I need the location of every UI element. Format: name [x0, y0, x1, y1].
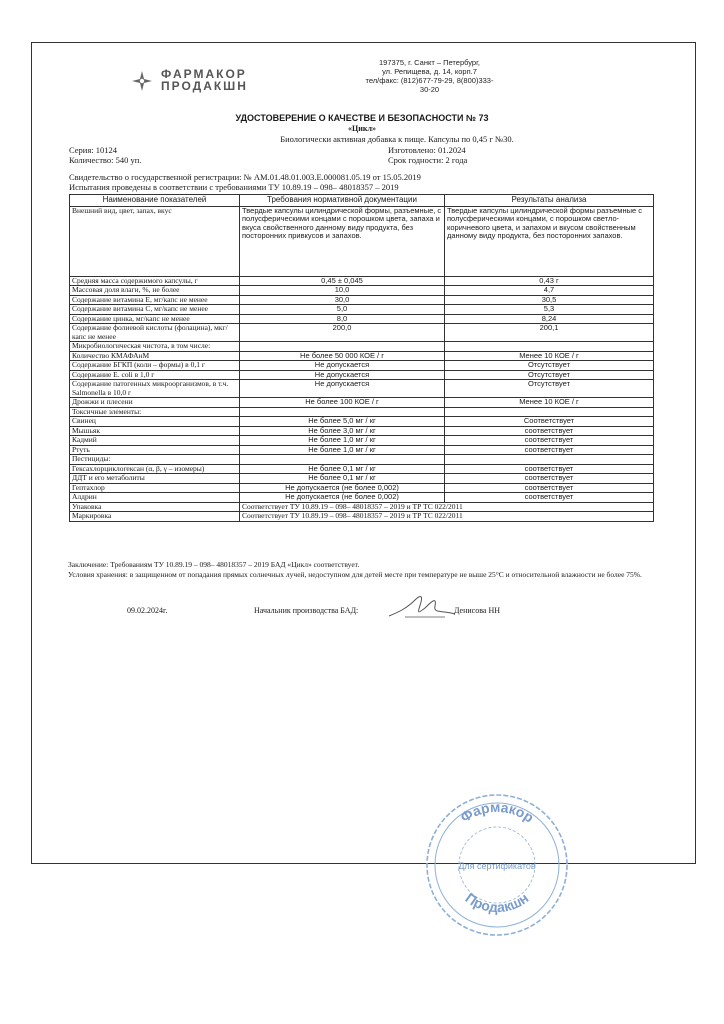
- row-result: 200,1: [445, 324, 654, 342]
- table-row: [70, 417, 654, 427]
- row-indicator: Гексахлорциклогексан (α, β, γ – изомеры): [70, 464, 240, 474]
- row-indicator: Содержание фолиевой кислоты (фолацина), мкг/капс не менее: [70, 324, 240, 342]
- table-row: [70, 342, 654, 352]
- row-requirement: Не допускается (не более 0,002): [240, 483, 445, 493]
- row-requirement: Не более 1,0 мг / кг: [240, 445, 445, 455]
- table-header-row: [70, 195, 654, 207]
- row-requirement: 10,0: [240, 286, 445, 296]
- manufactured-label: Изготовлено: 01.2024: [388, 145, 466, 155]
- stamp-top-text: Фармакор: [457, 798, 537, 826]
- row-indicator: Содержание БГКП (коли – формы) в 0,1 г: [70, 361, 240, 371]
- row-result: Менее 10 КОЕ / г: [445, 398, 654, 408]
- table-row: [70, 206, 654, 276]
- row-indicator: Дрожжи и плесени: [70, 398, 240, 408]
- table-row: [70, 380, 654, 398]
- row-indicator: Средняя масса содержимого капсулы, г: [70, 276, 240, 286]
- shelf-life-label: Срок годности: 2 года: [388, 155, 468, 165]
- row-requirement: Не допускается (не более 0,002): [240, 493, 445, 503]
- row-result: [445, 342, 654, 352]
- row-indicator: Мышьяк: [70, 426, 240, 436]
- company-logo: [131, 68, 291, 94]
- row-result: 0,43 г: [445, 276, 654, 286]
- row-indicator: Ртуть: [70, 445, 240, 455]
- row-requirement: 200,0: [240, 324, 445, 342]
- row-indicator: Маркировка: [70, 512, 240, 522]
- row-result: соответствует: [445, 474, 654, 484]
- row-requirement: Твердые капсулы цилиндрической формы, разъемные, с полусферическими концами с порошком цвета, запаха и вкуса свойственного данному виду продукта, без посторонних привкусов и запахов.: [240, 206, 445, 276]
- handwritten-signature-icon: [385, 590, 460, 622]
- row-indicator: Гептахлор: [70, 483, 240, 493]
- row-requirement: Не допускается: [240, 361, 445, 371]
- row-indicator: Массовая доля влаги, %, не более: [70, 286, 240, 296]
- row-requirement: Не более 3,0 мг / кг: [240, 426, 445, 436]
- row-result: 30,5: [445, 295, 654, 305]
- company-stamp-icon: [422, 790, 572, 940]
- company-address: [342, 58, 517, 94]
- row-requirement: Не более 1,0 мг / кг: [240, 436, 445, 446]
- row-requirement: 8,0: [240, 314, 445, 324]
- table-row: [70, 286, 654, 296]
- table-row: [70, 512, 654, 522]
- row-indicator: Содержание витамина Е, мг/капс не менее: [70, 295, 240, 305]
- row-result: 5,3: [445, 305, 654, 315]
- row-result: соответствует: [445, 436, 654, 446]
- row-indicator: Содержание патогенных микроорганизмов, в т.ч. Salmonella в 10,0 г: [70, 380, 240, 398]
- row-requirement: Не более 100 КОЕ / г: [240, 398, 445, 408]
- row-result: соответствует: [445, 464, 654, 474]
- table-row: [70, 361, 654, 371]
- table-row: [70, 455, 654, 465]
- row-requirement: Не более 0,1 мг / кг: [240, 464, 445, 474]
- conclusion-line1: Заключение: Требованиям ТУ 10.89.19 – 098– 48018357 – 2019 БАД «Цикл» соответствует.: [68, 560, 360, 569]
- row-indicator: Алдрин: [70, 493, 240, 503]
- product-name: «Цикл»: [348, 124, 376, 133]
- table-row: [70, 493, 654, 503]
- row-requirement: Не допускается: [240, 380, 445, 398]
- tests-basis-label: Испытания проведены в соответствии с требованиями ТУ 10.89.19 – 098– 48018357 – 2019: [69, 182, 399, 192]
- header-indicator: Наименование показателей: [70, 195, 240, 207]
- stamp-bottom-text: Продакшн: [462, 889, 532, 916]
- table-row: [70, 436, 654, 446]
- row-requirement: Соответствует ТУ 10.89.19 – 098– 48018357 – 2019 и ТР ТС 022/2011: [240, 512, 654, 522]
- logo-line1: ФАРМАКОР: [161, 67, 247, 81]
- row-indicator: Свинец: [70, 417, 240, 427]
- logo-mark-icon: [131, 70, 153, 92]
- row-indicator: Количество КМАФАнМ: [70, 351, 240, 361]
- row-result: Отсутствует: [445, 380, 654, 398]
- row-requirement: Не более 50 000 КОЕ / г: [240, 351, 445, 361]
- signatory-position: Начальник производства БАД:: [254, 606, 359, 615]
- header-results: Результаты анализа: [445, 195, 654, 207]
- row-result: соответствует: [445, 493, 654, 503]
- document-title: УДОСТОВЕРЕНИЕ О КАЧЕСТВЕ И БЕЗОПАСНОСТИ № 73: [235, 113, 489, 123]
- row-requirement: [240, 455, 445, 465]
- signatory-name: Денисова НН: [454, 606, 500, 615]
- row-result: Отсутствует: [445, 370, 654, 380]
- row-requirement: 5,0: [240, 305, 445, 315]
- row-result: соответствует: [445, 483, 654, 493]
- row-indicator: Содержание E. coli в 1,0 г: [70, 370, 240, 380]
- table-row: [70, 398, 654, 408]
- row-result: Твердые капсулы цилиндрической формы разъемные с полусферическими концами, с порошком светло-коричневого цвета, и запахом и вкусом свойственным данному виду продукта, без посторонних запахов.: [445, 206, 654, 276]
- row-requirement: Не более 0,1 мг / кг: [240, 474, 445, 484]
- row-requirement: 0,45 ± 0,045: [240, 276, 445, 286]
- row-indicator: Кадмий: [70, 436, 240, 446]
- address-line4: 30-20: [419, 85, 440, 94]
- quality-table: [69, 194, 654, 522]
- quantity-label: Количество: 540 уп.: [69, 155, 142, 165]
- stamp-middle-text: Для сертификатов: [458, 861, 536, 871]
- logo-text: [161, 68, 248, 92]
- svg-text:Фармакор: [457, 799, 536, 826]
- row-requirement: [240, 342, 445, 352]
- row-result: Менее 10 КОЕ / г: [445, 351, 654, 361]
- row-requirement: Соответствует ТУ 10.89.19 – 098– 48018357 – 2019 и ТР ТС 022/2011: [240, 502, 654, 512]
- row-indicator: Внешний вид, цвет, запах, вкус: [70, 206, 240, 276]
- row-indicator: Содержание цинка, мг/капс не менее: [70, 314, 240, 324]
- storage-conditions: Условия хранения: в защищенном от попадания прямых солнечных лучей, недоступном для детей месте при температуре не выше 25°С и относительной влажности не более 75%.: [68, 569, 642, 579]
- row-result: 4,7: [445, 286, 654, 296]
- row-requirement: 30,0: [240, 295, 445, 305]
- product-description: Биологически активная добавка к пище. Капсулы по 0,45 г №30.: [280, 134, 514, 144]
- row-indicator: Упаковка: [70, 502, 240, 512]
- svg-text:Продакшн: [463, 890, 532, 916]
- signature-date: 09.02.2024г.: [127, 606, 168, 615]
- row-indicator: Содержание витамина С, мг/капс не менее: [70, 305, 240, 315]
- row-result: Соответствует: [445, 417, 654, 427]
- address-line1: 197375, г. Санкт – Петербург,: [378, 58, 480, 67]
- series-label: Серия: 10124: [69, 145, 117, 155]
- table-row: [70, 445, 654, 455]
- row-result: соответствует: [445, 426, 654, 436]
- conclusion: [68, 560, 668, 579]
- address-line2: ул. Репищева, д. 14, корп.7: [382, 67, 477, 76]
- row-result: соответствует: [445, 445, 654, 455]
- row-result: 8,24: [445, 314, 654, 324]
- row-requirement: Не более 5,0 мг / кг: [240, 417, 445, 427]
- row-indicator: Микробиологическая чистота, в том числе:: [70, 342, 240, 352]
- table-row: [70, 305, 654, 315]
- row-indicator: ДДТ и его метаболиты: [70, 474, 240, 484]
- row-indicator: Токсичные элементы:: [70, 407, 240, 417]
- address-line3: тел/факс: (812)677-79-29, 8(800)333-: [365, 76, 494, 85]
- table-row: [70, 474, 654, 484]
- row-result: [445, 455, 654, 465]
- registration-label: Свидетельство о государственной регистрации: № AM.01.48.01.003.E.000081.05.19 от 15.05.2019: [69, 172, 421, 182]
- table-row: [70, 324, 654, 342]
- row-requirement: Не допускается: [240, 370, 445, 380]
- header-requirements: Требования нормативной документации: [240, 195, 445, 207]
- row-indicator: Пестициды:: [70, 455, 240, 465]
- row-result: Отсутствует: [445, 361, 654, 371]
- logo-line2: ПРОДАКШН: [161, 79, 248, 93]
